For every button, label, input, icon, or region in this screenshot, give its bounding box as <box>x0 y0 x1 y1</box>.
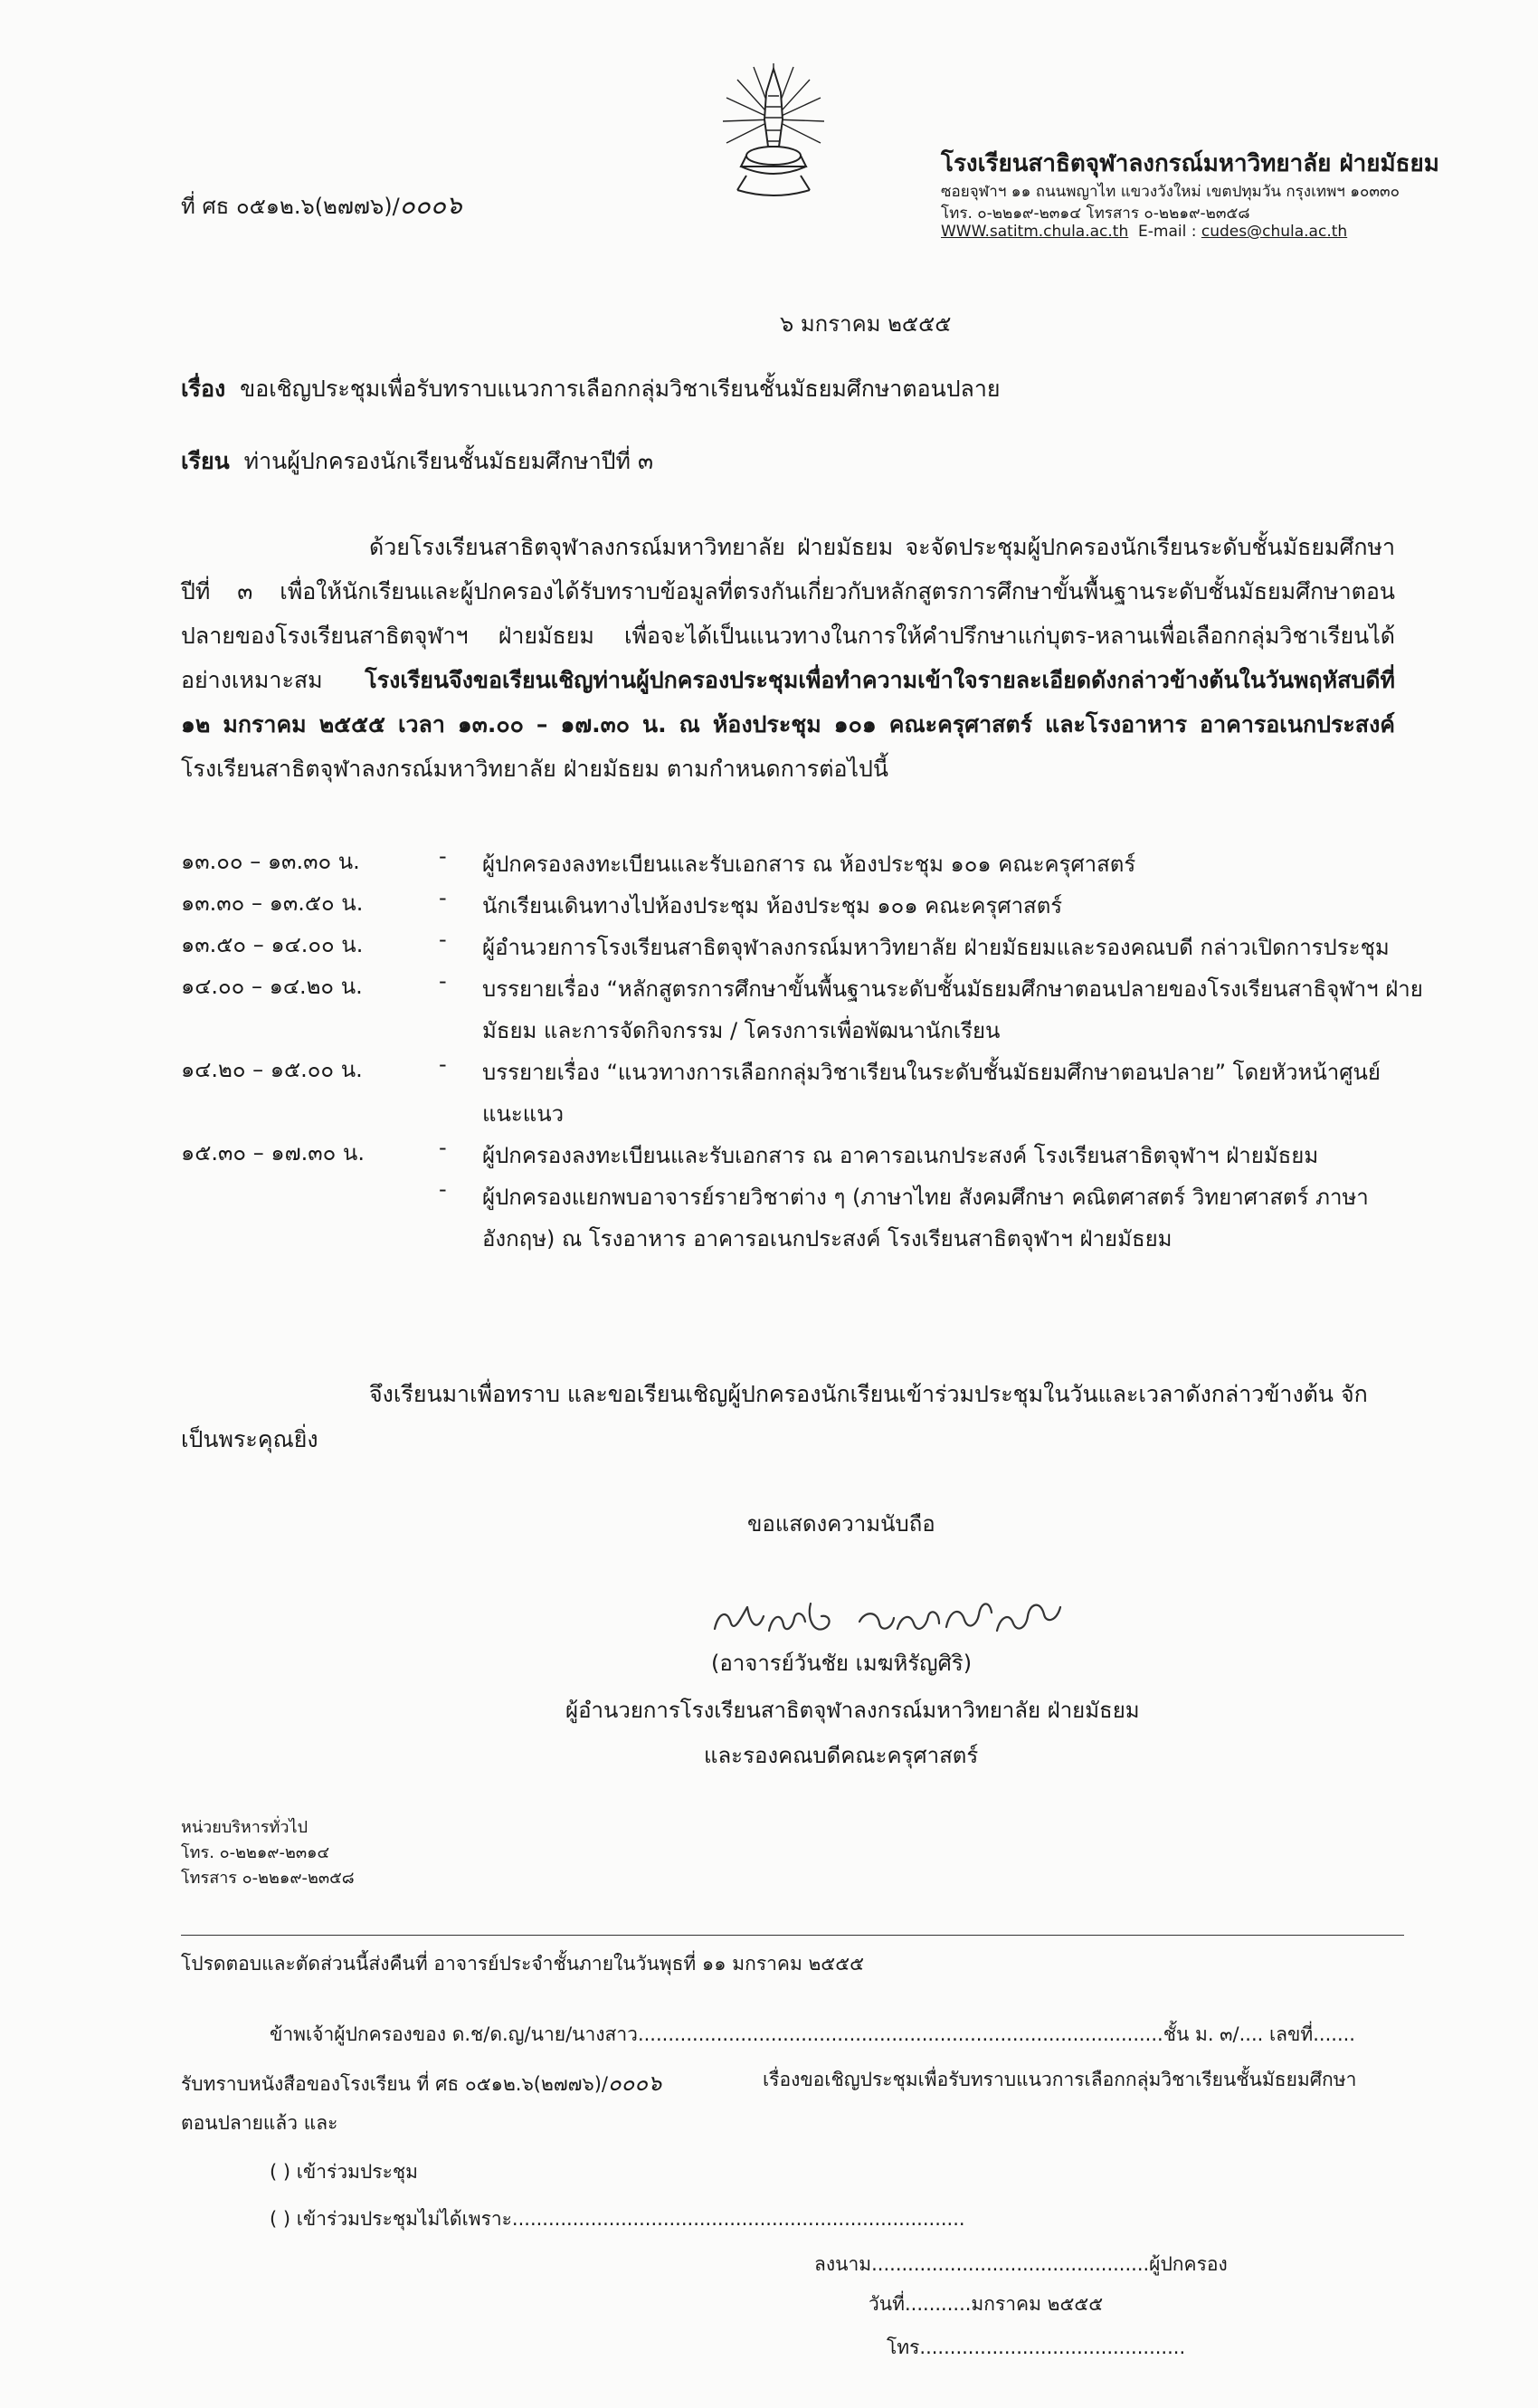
contact-fax: โทรสาร ๐-๒๒๑๙-๒๓๕๘ <box>181 1869 355 1888</box>
option-attend-checkbox[interactable]: ( ) เข้าร่วมประชุม <box>270 2161 418 2183</box>
letter-subject <box>181 371 1001 407</box>
schedule-time: ๑๓.๓๐ – ๑๓.๕๐ น. <box>181 890 364 916</box>
schedule-item <box>181 968 1429 1052</box>
schedule-item <box>181 1176 1429 1260</box>
reply-subject-continued: ตอนปลายแล้ว และ <box>181 2112 338 2134</box>
schedule-item <box>181 885 1429 927</box>
school-email-link[interactable]: cudes@chula.ac.th <box>1201 223 1348 241</box>
letter-salutation <box>181 443 653 480</box>
schedule-dash: - <box>439 1135 447 1160</box>
document-number-prefix: ที่ ศธ ๐๕๑๒.๖(๒๗๗๖)/ <box>181 194 400 219</box>
handwritten-signature <box>706 1576 1068 1649</box>
schedule-time: ๑๓.๐๐ – ๑๓.๓๐ น. <box>181 849 360 874</box>
body-tail: โรงเรียนสาธิตจุฬาลงกรณ์มหาวิทยาลัย ฝ่ายมัธยม ตามกำหนดการต่อไปนี้ <box>181 756 889 782</box>
letter-body <box>181 525 1395 791</box>
complimentary-close: ขอแสดงความนับถือ <box>747 1511 935 1537</box>
letter-date: ๖ มกราคม ๒๕๕๕ <box>780 311 952 337</box>
email-label: E-mail : <box>1138 223 1197 241</box>
schedule-list <box>181 843 1429 1260</box>
schedule-time: ๑๓.๕๐ – ๑๔.๐๐ น. <box>181 932 364 957</box>
schedule-dash: - <box>439 843 447 869</box>
subject-text: ขอเชิญประชุมเพื่อรับทราบแนวการเลือกกลุ่มวิชาเรียนชั้นมัธยมศึกษาตอนปลาย <box>240 376 1001 402</box>
schedule-desc: ผู้ปกครองลงทะเบียนและรับเอกสาร ณ ห้องประชุม ๑๐๑ คณะครุศาสตร์ <box>482 852 1136 877</box>
schedule-desc: บรรยายเรื่อง “หลักสูตรการศึกษาขั้นพื้นฐานระดับชั้นมัธยมศึกษาตอนปลายของโรงเรียนสาธิจุฬาฯ ฝ่ายมัธยม และการจัดกิจกรรม / โครงการเพื่อพัฒนานักเรียน <box>482 976 1423 1043</box>
cut-line-divider <box>181 1935 1404 1936</box>
option-absent-checkbox[interactable]: ( ) เข้าร่วมประชุมไม่ได้เพราะ........................................................................... <box>270 2208 965 2230</box>
schedule-dash: - <box>439 968 447 994</box>
document-number-handwritten: ๐๐๐๖ <box>399 190 462 220</box>
schedule-time: ๑๔.๐๐ – ๑๔.๒๐ น. <box>181 974 363 999</box>
subject-label: เรื่อง <box>181 376 226 402</box>
reply-phone-line[interactable]: โทร............................................ <box>887 2337 1186 2358</box>
school-website-link[interactable]: WWW.satitm.chula.ac.th <box>941 223 1129 241</box>
contact-unit-block <box>181 1815 355 1891</box>
schedule-item <box>181 1052 1429 1135</box>
letter-closing: จึงเรียนมาเพื่อทราบ และขอเรียนเชิญผู้ปกครองนักเรียนเข้าร่วมประชุมในวันและเวลาดังกล่าวข้างต้น จักเป็นพระคุณยิ่ง <box>181 1381 1368 1452</box>
document-number <box>181 186 462 225</box>
school-address: ซอยจุฬาฯ ๑๑ ถนนพญาไท แขวงวังใหม่ เขตปทุมวัน กรุงเทพฯ ๑๐๓๓๐ <box>941 183 1400 201</box>
schedule-item <box>181 927 1429 968</box>
reply-date-line[interactable]: วันที่...........มกราคม ๒๕๕๕ <box>869 2293 1104 2315</box>
schedule-item <box>181 843 1429 885</box>
schedule-item <box>181 1135 1429 1176</box>
schedule-dash: - <box>439 1176 447 1202</box>
schedule-dash: - <box>439 1052 447 1077</box>
reply-doc-number: รับทราบหนังสือของโรงเรียน ที่ ศธ ๐๕๑๒.๖(๒๗๗๖)/ <box>181 2073 609 2095</box>
reply-student-line[interactable]: ข้าพเจ้าผู้ปกครองของ ด.ช/ด.ญ/นาย/นางสาว.......................................................................................ชั้น ม. ๓/.... เลขที่....... <box>270 2023 1355 2045</box>
reply-subject: เรื่องขอเชิญประชุมเพื่อรับทราบแนวการเลือกกลุ่มวิชาเรียนชั้นมัธยมศึกษา <box>763 2069 1357 2090</box>
school-phone: โทร. ๐-๒๒๑๙-๒๓๑๔ โทรสาร ๐-๒๒๑๙-๒๓๕๘ <box>941 205 1250 223</box>
body-text: ด้วยโรงเรียนสาธิตจุฬาลงกรณ์มหาวิทยาลัย ฝ่ายมัธยม จะจัดประชุมผู้ปกครองนักเรียนระดับชั้นมัธยมศึกษาปีที่ ๓ เพื่อให้นักเรียนและผู้ปกครองได้รับทราบข้อมูลที่ตรงกันเกี่ยวกับหลักสูตรการศึกษาขั้นพื้นฐานระดับชั้นมัธยมศึกษาตอนปลายของโรงเรียนสาธิตจุฬาฯ ฝ่ายมัธยม เพื่อจะได้เป็นแนวทางในการให้คำปรึกษาแก่บุตร-หลานเพื่อเลือกกลุ่มวิชาเรียนได้อย่างเหมาะสม <box>181 534 1395 693</box>
signer-position-secondary: และรองคณบดีคณะครุศาสตร์ <box>704 1743 979 1768</box>
schedule-desc: ผู้อำนวยการโรงเรียนสาธิตจุฬาลงกรณ์มหาวิทยาลัย ฝ่ายมัธยมและรองคณบดี กล่าวเปิดการประชุม <box>482 935 1390 960</box>
schedule-time: ๑๔.๒๐ – ๑๕.๐๐ น. <box>181 1057 363 1082</box>
schedule-time: ๑๕.๓๐ – ๑๗.๓๐ น. <box>181 1140 365 1166</box>
schedule-desc: บรรยายเรื่อง “แนวทางการเลือกกลุ่มวิชาเรียนในระดับชั้นมัธยมศึกษาตอนปลาย” โดยหัวหน้าศูนย์แนะแนว <box>482 1060 1381 1127</box>
school-name: โรงเรียนสาธิตจุฬาลงกรณ์มหาวิทยาลัย ฝ่ายมัธยม <box>941 150 1439 177</box>
salutation-label: เรียน <box>181 448 230 474</box>
body-invitation: โรงเรียนจึงขอเรียนเชิญท่านผู้ปกครองประชุมเพื่อทำความเข้าใจรายละเอียดดังกล่าวข้างต้นในวันพฤหัสบดีที่ ๑๒ มกราคม ๒๕๕๕ เวลา ๑๓.๐๐ – ๑๗.๓๐ น. ณ ห้องประชุม ๑๐๑ คณะครุศาสตร์ และโรงอาหาร อาคารอเนกประสงค์ <box>181 667 1395 738</box>
schedule-dash: - <box>439 885 447 910</box>
salutation-text: ท่านผู้ปกครองนักเรียนชั้นมัธยมศึกษาปีที่ ๓ <box>243 448 654 474</box>
reply-instruction: โปรดตอบและตัดส่วนนี้ส่งคืนที่ อาจารย์ประจำชั้นภายในวันพุธที่ ๑๑ มกราคม ๒๕๕๕ <box>181 1953 864 1975</box>
signer-position: ผู้อำนวยการโรงเรียนสาธิตจุฬาลงกรณ์มหาวิทยาลัย ฝ่ายมัธยม <box>565 1698 1140 1723</box>
schedule-desc: ผู้ปกครองลงทะเบียนและรับเอกสาร ณ อาคารอเนกประสงค์ โรงเรียนสาธิตจุฬาฯ ฝ่ายมัธยม <box>482 1143 1319 1168</box>
reply-acknowledgement <box>181 2065 661 2100</box>
schedule-dash: - <box>439 927 447 952</box>
parent-signature-line[interactable]: ลงนาม..............................................ผู้ปกครอง <box>814 2253 1228 2275</box>
schedule-desc: ผู้ปกครองแยกพบอาจารย์รายวิชาต่าง ๆ (ภาษาไทย สังคมศึกษา คณิตศาสตร์ วิทยาศาสตร์ ภาษาอังกฤษ) ณ โรงอาหาร อาคารอเนกประสงค์ โรงเรียนสาธิตจุฬาฯ ฝ่ายมัธยม <box>482 1185 1369 1252</box>
reply-doc-number-handwritten: ๐๐๐๖ <box>608 2070 662 2096</box>
contact-unit: หน่วยบริหารทั่วไป <box>181 1818 309 1837</box>
school-contact <box>941 223 1347 241</box>
contact-phone: โทร. ๐-๒๒๑๙-๒๓๑๔ <box>181 1843 330 1862</box>
signer-name: (อาจารย์วันชัย เมฆหิรัญศิริ) <box>711 1651 973 1676</box>
chula-crest-logo <box>719 56 828 210</box>
schedule-desc: นักเรียนเดินทางไปห้องประชุม ห้องประชุม ๑๐๑ คณะครุศาสตร์ <box>482 893 1063 918</box>
